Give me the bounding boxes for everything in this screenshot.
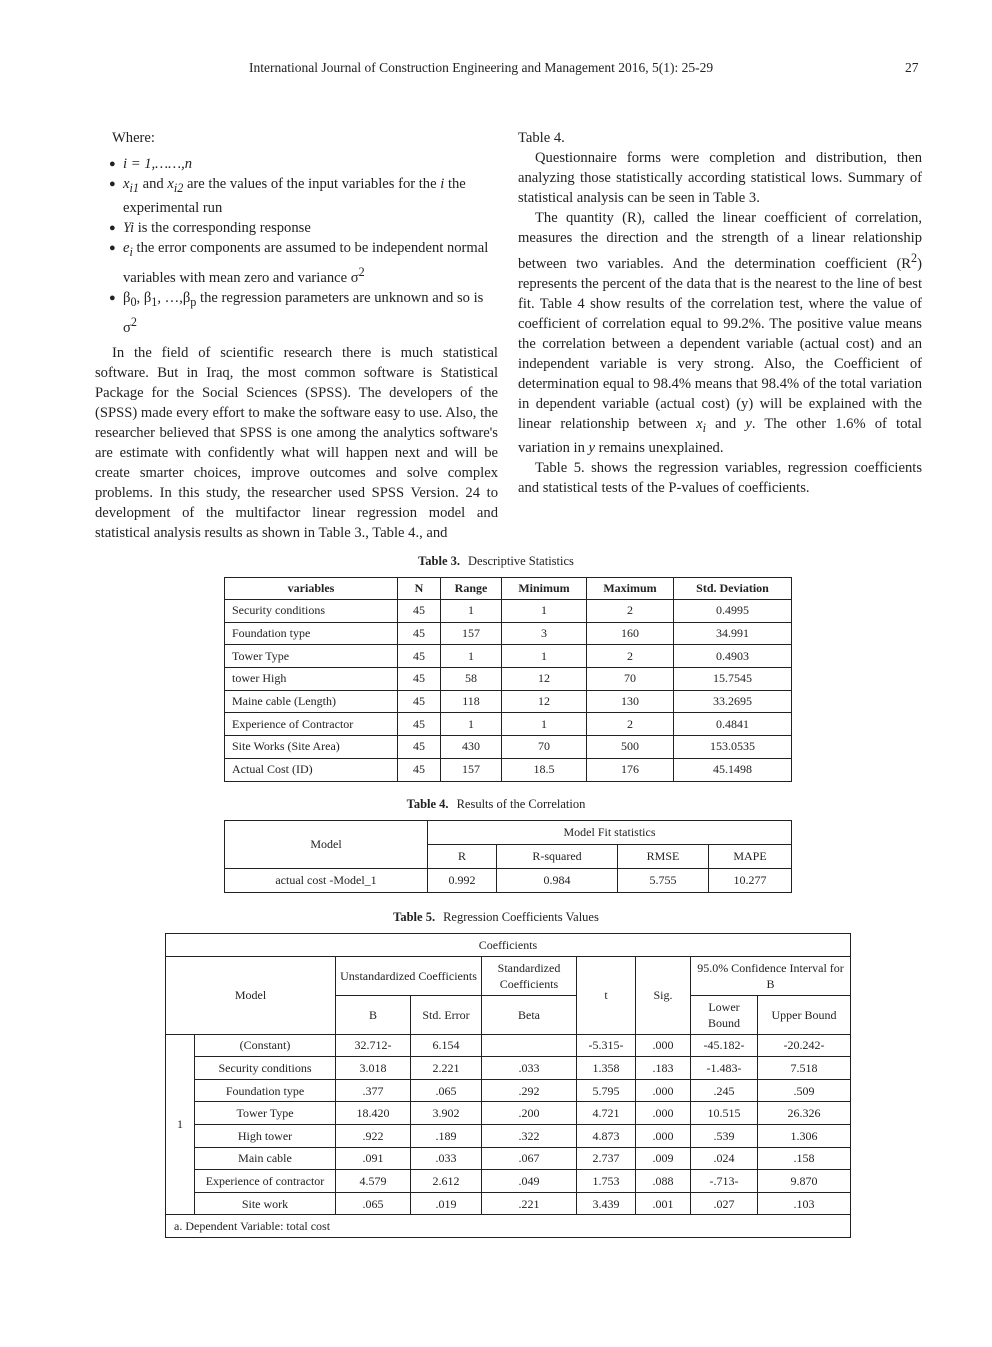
where-label: Where: [112,130,155,146]
body-paragraph: Table 4. [518,130,565,146]
model-number: 1 [166,1034,195,1215]
table-row: Security conditions 45 1 1 2 0.4995 [225,600,792,623]
right-column [518,128,922,498]
descriptive-statistics-table [224,577,792,782]
table-row: Main cable .091 .033 .067 2.737 .009 .024 .158 [166,1147,851,1170]
body-paragraph: Questionnaire forms were completion and distribution, then analyzing those statistically according statistical lows. Summary of statistical analysis can be seen in Table 3. [518,150,922,206]
table-row: High tower .922 .189 .322 4.873 .000 .539 1.306 [166,1124,851,1147]
list-item: ● $\beta_0$, $\beta_1$, $\dots,\beta_p$ the regression parameters are unknown and so is $\sigma^2$ [109,288,498,338]
table-3-caption: Table 3. Descriptive Statistics [418,554,574,568]
table-footnote: a. Dependent Variable: total cost [166,1215,851,1238]
body-paragraph: In the field of scientific research there is much statistical software. But in Iraq, the most common software is Statistical Package for the Social Sciences (SPSS). The developers of the (SPSS) made every effort to make the software easy to use. Also, the researcher believed that SPSS is one among the analytics software's are estimate with confidently what will happen next and will be create smarter choices, improve outcomes and solve complex problems. In this study, the researcher used SPSS Version. 24 to development of the multifactor linear regression model and statistical analysis results as shown in Table 3., Table 4., and [95,345,498,542]
table-row: actual cost -Model_1 0.992 0.984 5.755 10.277 [225,869,792,893]
list-item: ● Yi is the corresponding response [109,218,498,238]
table-row: Site work .065 .019 .221 3.439 .001 .027 .103 [166,1192,851,1215]
definition-list [109,154,498,337]
table-4-caption: Table 4. Results of the Correlation [406,797,586,811]
table-row: Foundation type .377 .065 .292 5.795 .000 .245 .509 [166,1079,851,1102]
table-5-caption: Table 5. Regression Coefficients Values [393,910,599,924]
list-item: ● i = 1,……,n [109,154,498,174]
correlation-table: Model Model Fit statistics R R-squared RMSE MAPE actual cost -Model_1 0.992 0.984 5.755 10.277 [224,820,792,893]
table-row: Actual Cost (ID) 45 157 18.5 176 45.1498 [225,758,792,781]
journal-title: International Journal of Construction Engineering and Management 2016, 5(1): 25-29 [249,60,714,75]
table-row: tower High 45 58 12 70 15.7545 [225,668,792,691]
body-paragraph: The quantity (R), called the linear coefficient of correlation, measures the direction and the strength of a linear relationship between two variables. And the determination coefficient $(R^2)$ represents the percent of the data that is the nearest to the line of best fit. Table 4 show results of the correlation test, where the value of coefficient of correlation equal to 99.2%. The positive value means the correlation between a dependent variable (actual cost) and an independent variable is very strong. Also, the Coefficient of determination equal to 98.4% means that 98.4% of the total variation in dependent variable (actual cost) (y) will be explained with the linear relationship between $x_i$ and y. The other 1.6% of total variation in y remains unexplained. [518,210,922,456]
table-row: 1 (Constant) 32.712- 6.154 -5.315- .000 -45.182- -20.242- [166,1034,851,1057]
list-item: ● $e_i$ the error components are assumed to be independent normal variables with mean zero and variance $\sigma^2$ [109,238,498,288]
coefficients-table: Coefficients Model Unstandardized Coefficients Standardized Coefficients t Sig. 95.0% Confidence Interval for B B Std. Error Beta Lower Bound Upper Bound 1 (Constant) 32.712- 6.154 -5.315- .000 -45.182- -20.242- Security conditions 3.018 2.221 .033 1.358 .183 -1.483- 7.518 Foundation type .377 .065 .292 5.795 .000 .245 .509 Tower Type 18.420 3.902 .200 4.721 .000 10.515 26.326 High tower .922 .189 .322 4.873 .000 .539 1.306 Main cable .091 .033 .067 2.737 .009 .024 .158 Experience of contractor 4.579 2.612 .049 1.753 .088 -.713- 9.870 Site work .065 .019 .221 3.439 .001 .027 .103 a. Dependent Variable: total cost [165,933,851,1238]
page-number: 27 [905,60,919,75]
table-row: Foundation type 45 157 3 160 34.991 [225,622,792,645]
left-column [95,128,498,543]
table-row: Experience of Contractor 45 1 1 2 0.4841 [225,713,792,736]
table-row: Tower Type 18.420 3.902 .200 4.721 .000 10.515 26.326 [166,1102,851,1125]
table-row: Security conditions 3.018 2.221 .033 1.358 .183 -1.483- 7.518 [166,1057,851,1080]
body-paragraph: Table 5. shows the regression variables, regression coefficients and statistical tests of the P-values of coefficients. [518,459,922,496]
table-row: Tower Type 45 1 1 2 0.4903 [225,645,792,668]
list-item: ● $x_{i1}$ and $x_{i2}$ are the values of the input variables for the i the experimental run [109,174,498,218]
table-row: Site Works (Site Area) 45 430 70 500 153.0535 [225,736,792,759]
table-row: Experience of contractor 4.579 2.612 .049 1.753 .088 -.713- 9.870 [166,1170,851,1193]
table-header-row: variables N Range Minimum Maximum Std. Deviation [225,578,792,600]
table-row: Maine cable (Length) 45 118 12 130 33.2695 [225,690,792,713]
table-title: Coefficients [166,934,851,957]
